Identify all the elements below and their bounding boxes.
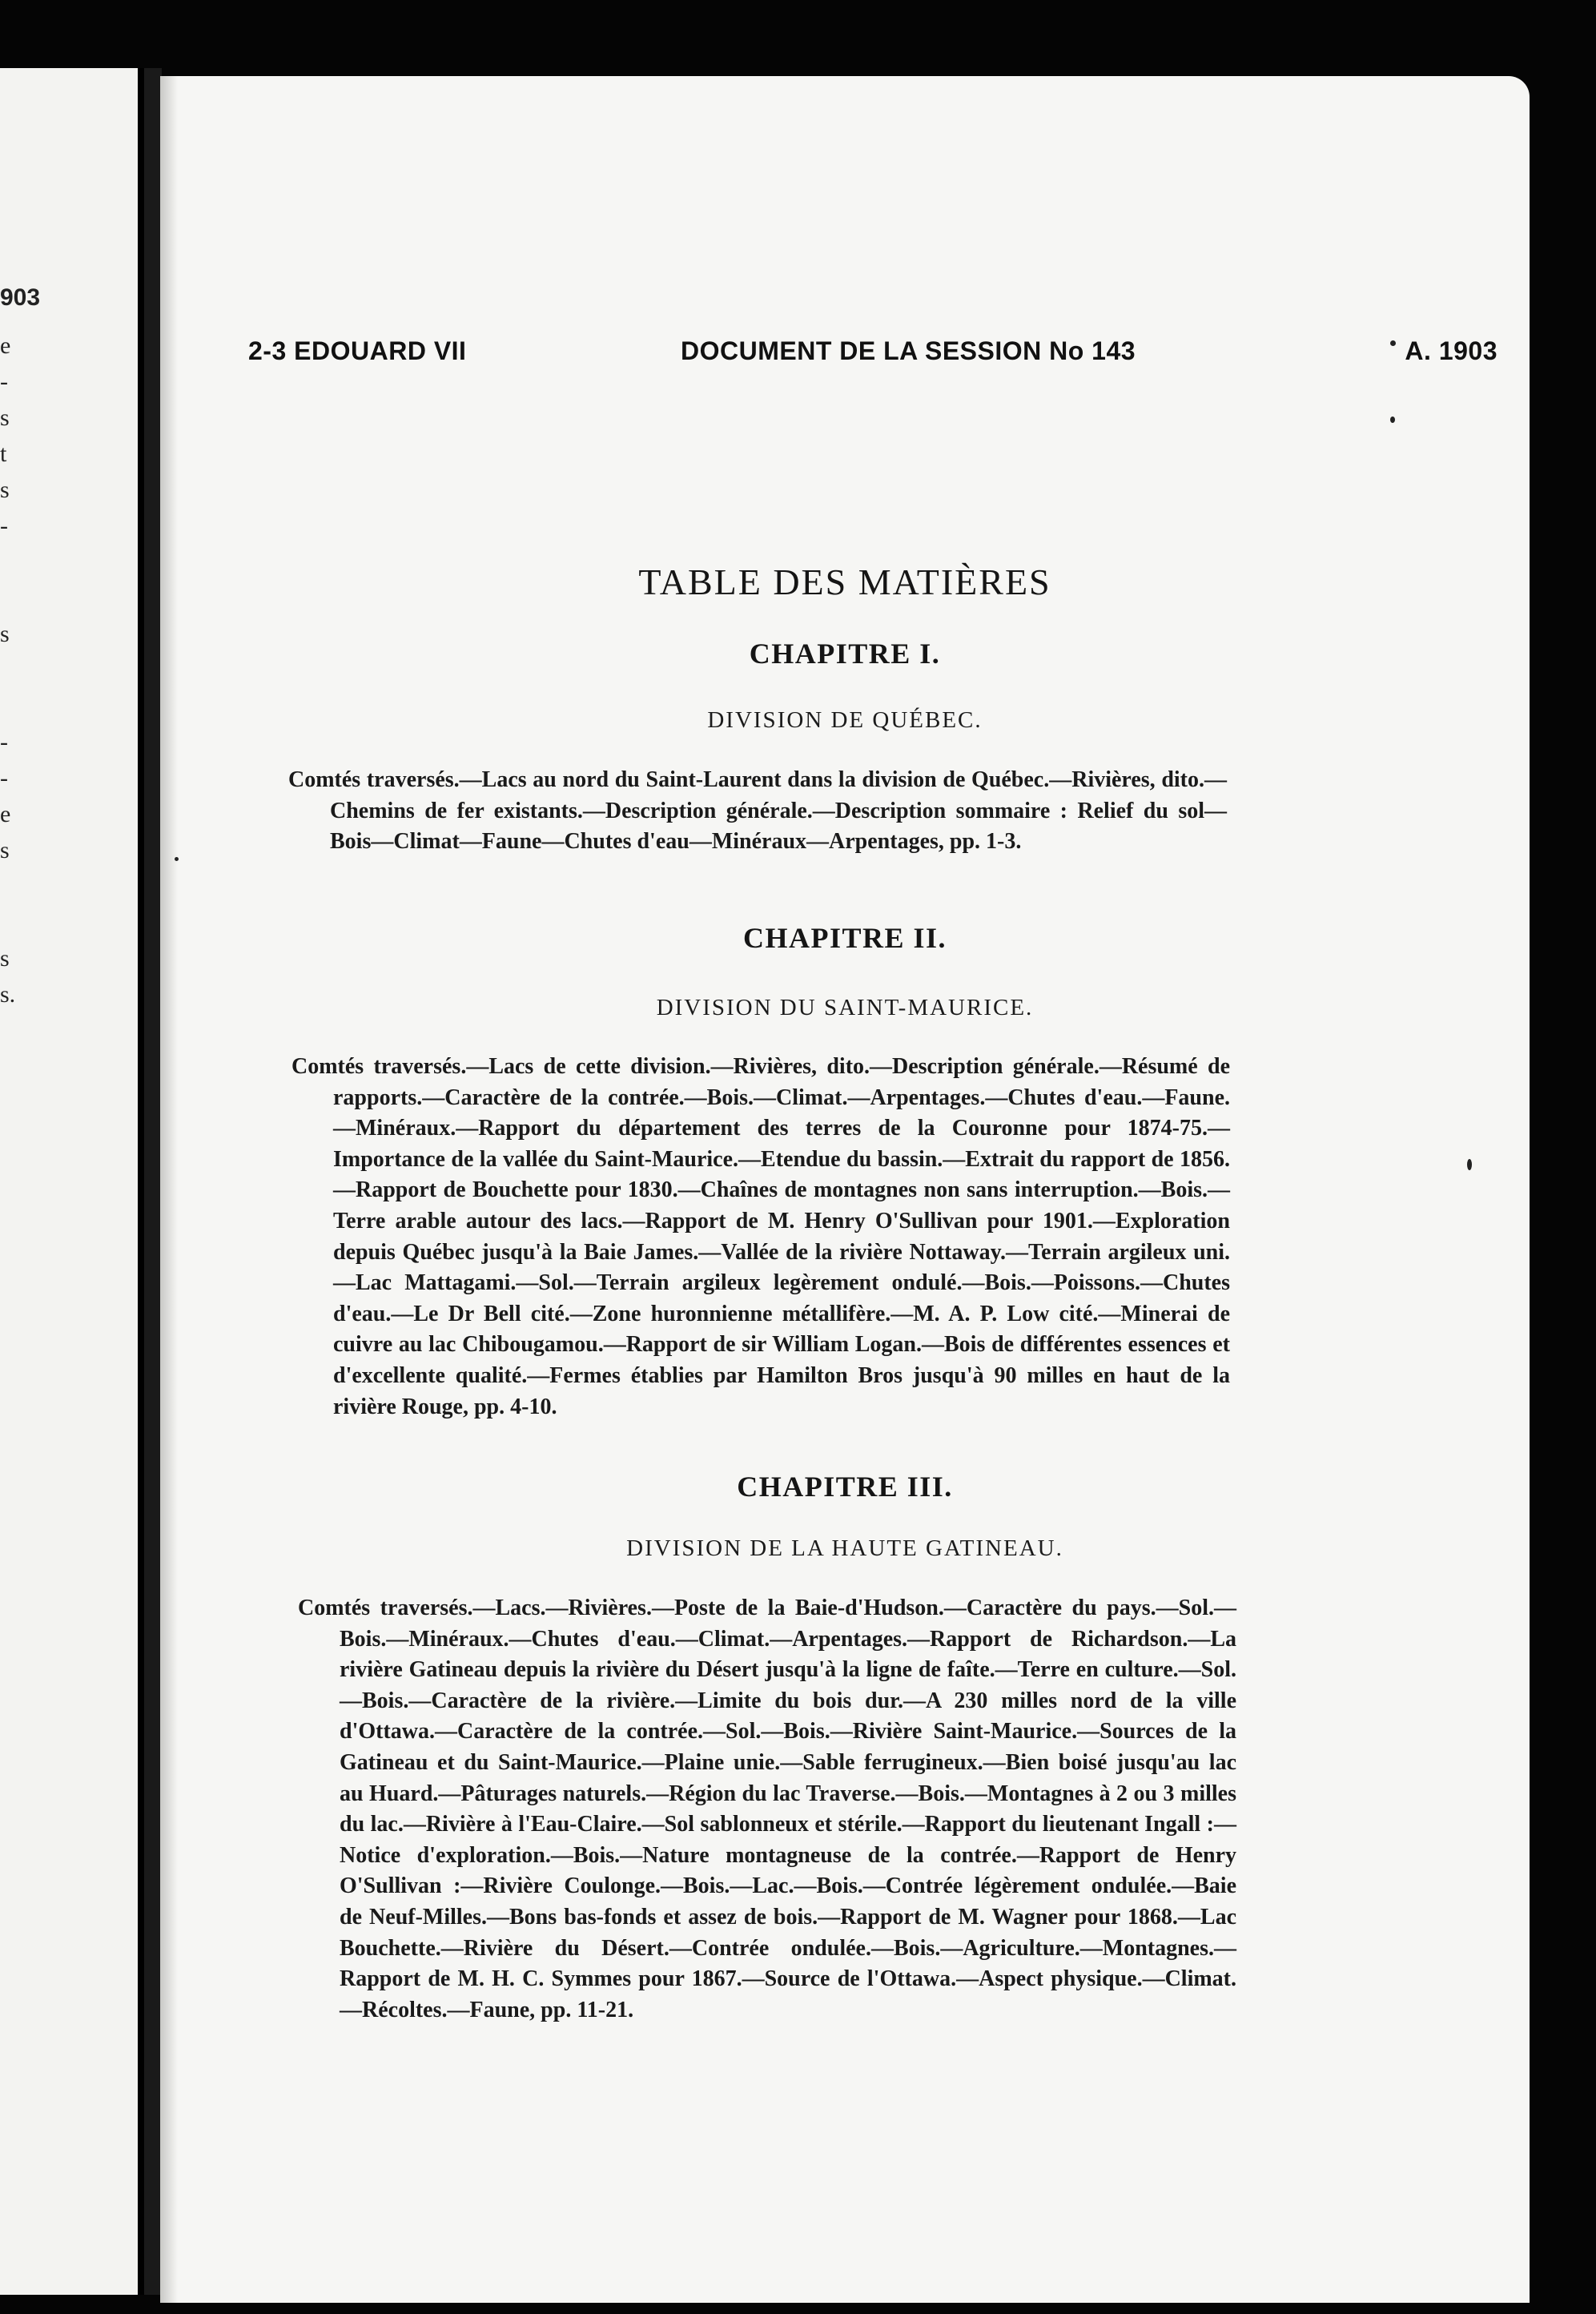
margin-letter: t xyxy=(0,441,7,467)
chapter-heading: CHAPITRE II. xyxy=(742,922,947,954)
speck-mark xyxy=(1390,340,1396,346)
division-heading: DIVISION DE LA HAUTE GATINEAU. xyxy=(626,1535,1063,1561)
chapter-summary: Comtés traversés.—Lacs de cette division.—Rivières, dito.—Description générale.—Résumé de rapports.—Caractère de la contrée.—Bois.—Climat.—Arpentages.—Chutes d'eau.—Faune.—Minéraux.—Rapport du département des terres de la Couronne pour 1874-75.—Importance de la vallée du Saint-Maurice.—Etendue du bassin.—Extrait du rapport de 1856.—Rapport de Bouchette pour 1830.—Chaînes de montagnes non sans interruption.—Bois.—Terre arable autour des lacs.—Rapport de M. Henry O'Sullivan pour 1901.—Exploration depuis Québec jusqu'à la Baie James.—Vallée de la rivière Nottaway.—Terrain argileux uni.—Lac Mattagami.—Sol.—Terrain argileux legèrement ondulé.—Bois.—Poissons.—Chutes d'eau.—Le Dr Bell cité.—Zone huronnienne métallifère.—M. A. P. Low cité.—Minerai de cuivre au lac Chibougamou.—Rapport de sir William Logan.—Bois de différentes essences et d'excellente qualité.—Fermes établies par Hamilton Bros jusqu'à 90 milles en haut de la rivière Rouge, pp. 4-10. xyxy=(291,1054,1230,1419)
margin-letter: s xyxy=(0,404,10,431)
previous-page-edge xyxy=(0,68,140,2295)
document-page xyxy=(160,76,1530,2303)
margin-letter: s xyxy=(0,477,10,503)
division-heading: DIVISION DU SAINT-MAURICE. xyxy=(656,995,1034,1020)
division-heading: DIVISION DE QUÉBEC. xyxy=(707,707,983,733)
speck-mark xyxy=(1467,1159,1472,1170)
chapter-summary: Comtés traversés.—Lacs.—Rivières.—Poste de la Baie-d'Hudson.—Caractère du pays.—Sol.—Bois.—Minéraux.—Chutes d'eau.—Climat.—Arpentages.—Rapport de Richardson.—La rivière Gatineau depuis la rivière du Désert jusqu'à la ligne de faîte.—Terre en culture.—Sol.—Bois.—Caractère de la rivière.—Limite du bois dur.—A 230 milles nord de la ville d'Ottawa.—Caractère de la contrée.—Sol.—Bois.—Rivière Saint-Maurice.—Sources de la Gatineau et du Saint-Maurice.—Plaine unie.—Sable ferrugineux.—Bien boisé jusqu'au lac au Huard.—Pâturages naturels.—Région du lac Traverse.—Bois.—Montagnes à 2 ou 3 milles du lac.—Rivière à l'Eau-Claire.—Sol sablonneux et stérile.—Rapport du lieutenant Ingall :—Notice d'exploration.—Bois.—Nature montagneuse de la contrée.—Rapport de Henry O'Sullivan :—Rivière Coulonge.—Bois.—Lac.—Bois.—Contrée légèrement ondulée.—Baie de Neuf-Milles.—Bons bas-fonds et assez de bois.—Rapport de M. Wagner pour 1868.—Lac Bouchette.—Rivière du Désert.—Contrée ondulée.—Bois.—Agriculture.—Montagnes.—Rapport de M. H. C. Symmes pour 1867.—Source de l'Ottawa.—Aspect physique.—Climat.—Récoltes.—Faune, pp. 11-21. xyxy=(298,1596,1236,2022)
chapter-heading: CHAPITRE III. xyxy=(737,1471,953,1503)
margin-letter: - xyxy=(0,765,8,791)
page-title: TABLE DES MATIÈRES xyxy=(638,561,1051,602)
margin-letter: s xyxy=(0,621,10,647)
margin-letter: - xyxy=(0,368,8,395)
margin-letter: e xyxy=(0,801,11,827)
margin-letter: - xyxy=(0,513,8,539)
page-edge-shadow xyxy=(160,76,178,2303)
chapter-summary: Comtés traversés.—Lacs au nord du Saint-Laurent dans la division de Québec.—Rivières, dito.—Chemins de fer existants.—Description générale.—Description sommaire : Relief du sol—Bois—Climat—Faune—Chutes d'eau—Minéraux—Arpentages, pp. 1-3. xyxy=(288,767,1227,855)
running-header xyxy=(248,336,1498,372)
header-right: A. 1903 xyxy=(1405,336,1498,365)
header-left: 2-3 EDOUARD VII xyxy=(248,336,467,365)
margin-letter: - xyxy=(0,729,8,755)
margin-letter: e xyxy=(0,332,11,359)
gutter-shadow xyxy=(138,68,144,2295)
header-center: DOCUMENT DE LA SESSION No 143 xyxy=(681,336,1136,365)
speck-mark xyxy=(175,857,179,861)
margin-letter: s xyxy=(0,837,10,863)
margin-letter: s xyxy=(0,945,10,972)
previous-page-header-fragment: 903 xyxy=(0,284,41,311)
speck-mark xyxy=(1390,417,1395,423)
chapter-heading: CHAPITRE I. xyxy=(749,638,941,670)
margin-letter: s. xyxy=(0,981,16,1008)
